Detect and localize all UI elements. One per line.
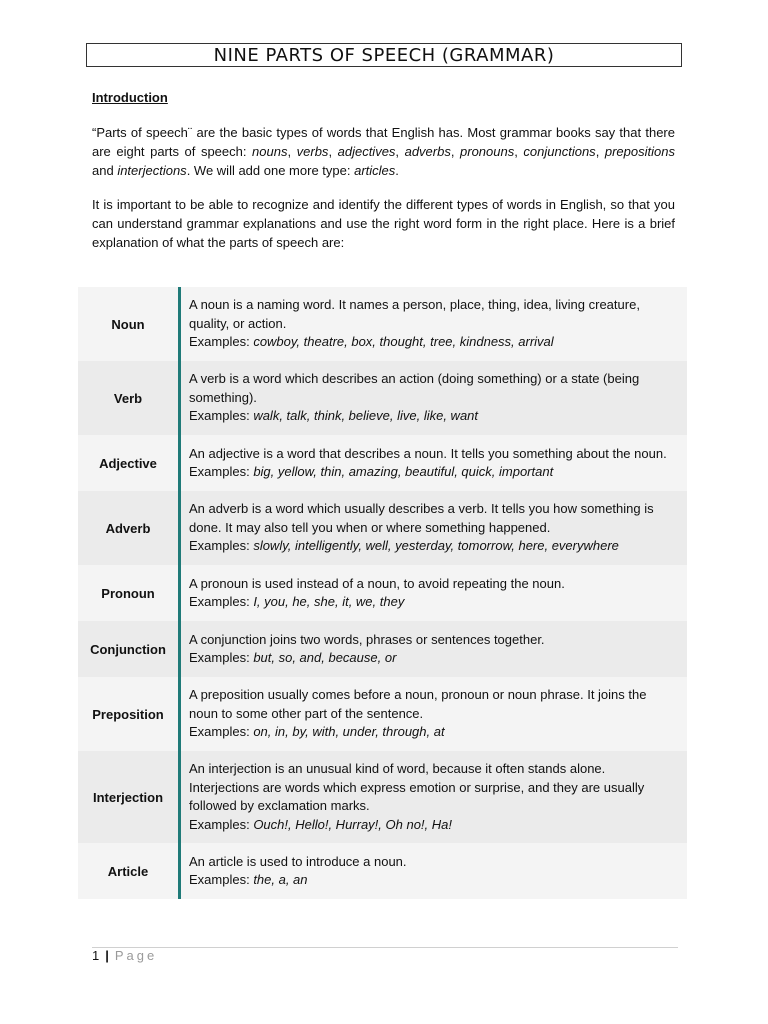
definition-text: An interjection is an unusual kind of word, because it often stands alone. Interjections are words which express emotion or surprise, and they are usually followed by exclamation marks. [189, 761, 645, 813]
table-row [78, 677, 687, 751]
definition-text: A preposition usually comes before a noun, pronoun or noun phrase. It joins the noun to some other part of the sentence. [189, 687, 647, 721]
part-of-speech-term: Adjective [78, 435, 180, 491]
italic-term: prepositions [604, 144, 675, 159]
examples-value: I, you, he, she, it, we, they [253, 594, 405, 609]
definition-text: A verb is a word which describes an action (doing something) or a state (being something). [189, 371, 640, 405]
definition-text: An adverb is a word which usually describes a verb. It tells you how something is done. It may also tell you when or where something happened. [189, 501, 654, 535]
page-footer [92, 948, 157, 963]
examples-label: Examples: [189, 464, 254, 479]
italic-term: interjections [117, 163, 187, 178]
text-run: . [395, 163, 399, 178]
examples-line [189, 407, 677, 426]
examples-line [189, 537, 677, 556]
definition-text: A noun is a naming word. It names a person, place, thing, idea, living creature, quality, or action. [189, 297, 640, 331]
examples-value: walk, talk, think, believe, live, like, want [253, 408, 479, 424]
part-of-speech-description [180, 361, 688, 435]
part-of-speech-description [180, 677, 688, 751]
page-label: Page [114, 948, 158, 963]
text-run: , [514, 144, 524, 159]
examples-value: but, so, and, because, or [253, 650, 397, 665]
table-row [78, 491, 687, 565]
parts-of-speech-table [78, 287, 687, 899]
footer-separator: | [105, 948, 109, 963]
examples-value: cowboy, theatre, box, thought, tree, kindness, arrival [253, 334, 554, 350]
part-of-speech-term: Verb [78, 361, 180, 435]
examples-label: Examples: [189, 594, 254, 609]
examples-label: Examples: [189, 724, 254, 740]
examples-line [189, 463, 677, 482]
examples-label: Examples: [189, 816, 254, 832]
page-title: NINE PARTS OF SPEECH (GRAMMAR) [86, 43, 682, 67]
table-row [78, 751, 687, 843]
italic-term: adjectives [337, 144, 396, 159]
table-row [78, 361, 687, 435]
definition-text: An adjective is a word that describes a noun. It tells you something about the noun. [189, 445, 667, 461]
italic-term: nouns [252, 144, 288, 159]
examples-line [189, 649, 677, 668]
examples-value: the, a, an [253, 872, 308, 887]
part-of-speech-description [180, 287, 688, 361]
table-row [78, 565, 687, 621]
page-number: 1 [92, 948, 100, 963]
text-run: . We will add one more type: [186, 163, 355, 178]
part-of-speech-description [180, 843, 688, 899]
italic-term: conjunctions [523, 144, 596, 159]
intro-paragraph-2: It is important to be able to recognize and identify the different types of words in English, so that you can understand grammar explanations and use the right word form in the right place. Here is a brief explanation of what the parts of speech are: [92, 197, 675, 250]
examples-label: Examples: [189, 650, 254, 665]
examples-line [189, 723, 677, 742]
part-of-speech-description [180, 621, 688, 677]
text-run: , [287, 144, 297, 159]
examples-line [189, 593, 677, 612]
text-run: , [395, 144, 405, 159]
footer-divider [92, 947, 678, 948]
examples-line [189, 816, 677, 835]
italic-term: articles [354, 163, 396, 178]
part-of-speech-term: Interjection [78, 751, 180, 843]
examples-label: Examples: [189, 334, 254, 350]
section-heading-introduction: Introduction [92, 90, 168, 105]
text-run: , [595, 144, 605, 159]
examples-label: Examples: [189, 408, 254, 424]
part-of-speech-description [180, 491, 688, 565]
examples-line [189, 333, 677, 352]
italic-term: adverbs [404, 144, 451, 159]
table-row [78, 843, 687, 899]
definition-text: An article is used to introduce a noun. [189, 853, 407, 869]
definition-text: A pronoun is used instead of a noun, to avoid repeating the noun. [189, 575, 565, 591]
table-row [78, 287, 687, 361]
examples-label: Examples: [189, 538, 254, 554]
part-of-speech-description [180, 435, 688, 491]
part-of-speech-term: Noun [78, 287, 180, 361]
table-row [78, 435, 687, 491]
italic-term: verbs [296, 144, 329, 159]
definition-text: A conjunction joins two words, phrases or sentences together. [189, 631, 545, 647]
table-row [78, 621, 687, 677]
examples-value: Ouch!, Hello!, Hurray!, Oh no!, Ha! [253, 816, 453, 832]
part-of-speech-term: Adverb [78, 491, 180, 565]
examples-label: Examples: [189, 872, 254, 887]
examples-value: slowly, intelligently, well, yesterday, tomorrow, here, everywhere [253, 538, 619, 554]
examples-line [189, 871, 677, 890]
part-of-speech-term: Conjunction [78, 621, 180, 677]
text-run: , [450, 144, 461, 159]
part-of-speech-term: Pronoun [78, 565, 180, 621]
text-run: , [328, 144, 338, 159]
italic-term: pronouns [460, 144, 515, 159]
part-of-speech-description [180, 565, 688, 621]
examples-value: on, in, by, with, under, through, at [253, 724, 445, 740]
part-of-speech-term: Article [78, 843, 180, 899]
part-of-speech-term: Preposition [78, 677, 180, 751]
text-run: “Parts of speech¨ are the basic types of words that English has. Most grammar books say that there are eight parts of speech: [92, 125, 675, 159]
examples-value: big, yellow, thin, amazing, beautiful, quick, important [253, 464, 554, 479]
text-run: and [92, 163, 118, 178]
intro-paragraph-1 [92, 123, 675, 180]
part-of-speech-description [180, 751, 688, 843]
